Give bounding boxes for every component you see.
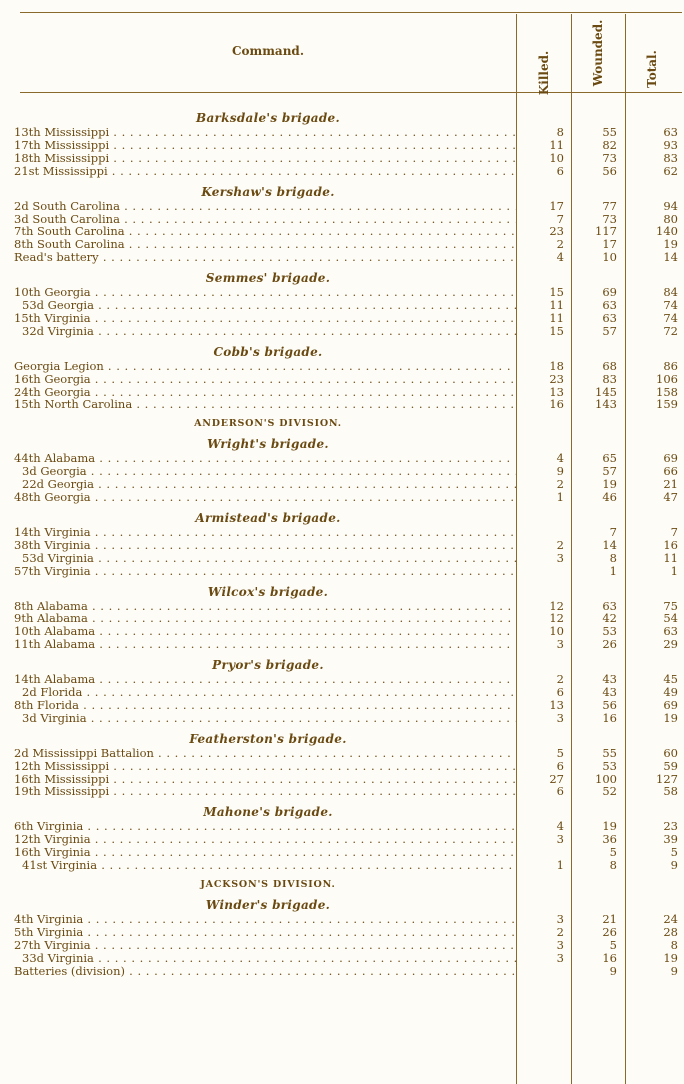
brigade-heading: Armistead's brigade. bbox=[195, 510, 341, 525]
table-row bbox=[0, 200, 684, 213]
command-cell: 11th Alabama . . . bbox=[14, 638, 516, 651]
table-row bbox=[0, 325, 684, 338]
command-cell: 3d Georgia . . . bbox=[22, 465, 516, 478]
killed-cell: 2 bbox=[556, 924, 564, 939]
brigade-heading: Cobb's brigade. bbox=[213, 344, 323, 359]
top-rule bbox=[20, 12, 682, 13]
total-cell: 19 bbox=[663, 950, 678, 965]
table-row bbox=[0, 312, 684, 325]
table-row bbox=[0, 820, 684, 833]
killed-cell: 6 bbox=[556, 163, 564, 178]
wounded-cell: 63 bbox=[602, 298, 617, 312]
total-cell: 93 bbox=[663, 137, 678, 152]
command-cell: 48th Georgia . . . bbox=[14, 491, 516, 504]
command-cell: 32d Virginia . . . bbox=[22, 325, 516, 338]
killed-cell: 12 bbox=[549, 598, 564, 613]
wounded-cell: 68 bbox=[602, 358, 617, 373]
command-cell: 6th Virginia . . . bbox=[14, 820, 516, 833]
table-row bbox=[0, 478, 684, 491]
command-cell: Georgia Legion . . . bbox=[14, 360, 516, 373]
command-cell: 15th North Carolina . . . bbox=[14, 398, 516, 411]
brigade-heading: Wilcox's brigade. bbox=[207, 584, 329, 599]
command-cell: 8th Alabama . . . bbox=[14, 600, 516, 613]
total-cell: 127 bbox=[656, 771, 678, 786]
total-cell: 39 bbox=[663, 832, 678, 847]
killed-cell: 2 bbox=[556, 477, 564, 492]
wounded-cell: 55 bbox=[602, 745, 617, 760]
wounded-cell: 16 bbox=[602, 710, 617, 725]
killed-cell: 11 bbox=[549, 137, 564, 152]
wounded-cell: 46 bbox=[602, 490, 617, 504]
brigade-heading: Pryor's brigade. bbox=[212, 658, 324, 673]
total-cell: 159 bbox=[656, 397, 678, 412]
total-cell: 54 bbox=[663, 611, 678, 626]
wounded-cell: 5 bbox=[609, 845, 617, 860]
killed-cell: 6 bbox=[556, 685, 564, 699]
killed-cell: 23 bbox=[549, 224, 564, 239]
wounded-cell: 57 bbox=[602, 323, 617, 338]
wounded-cell: 19 bbox=[602, 477, 617, 492]
header-wounded: Wounded. bbox=[591, 19, 605, 87]
killed-cell: 10 bbox=[549, 624, 564, 639]
table-row bbox=[0, 673, 684, 686]
command-cell: 24th Georgia . . . bbox=[14, 386, 516, 399]
table-row bbox=[0, 565, 684, 578]
command-cell: 2d South Carolina . . . bbox=[14, 200, 516, 213]
total-cell: 5 bbox=[670, 845, 678, 860]
division-heading: JACKSON'S DIVISION. bbox=[200, 878, 336, 890]
wounded-cell: 73 bbox=[602, 211, 617, 226]
command-cell: 8th Florida . . . bbox=[14, 699, 516, 712]
table-row bbox=[0, 299, 684, 312]
total-cell: 9 bbox=[670, 963, 678, 978]
killed-cell: 11 bbox=[549, 298, 564, 312]
total-cell: 59 bbox=[663, 758, 678, 773]
command-cell: 12th Virginia . . . bbox=[14, 833, 516, 846]
total-cell: 69 bbox=[663, 451, 678, 466]
total-cell: 45 bbox=[663, 672, 678, 687]
command-cell: 3d Virginia . . . bbox=[22, 712, 516, 725]
table-row bbox=[0, 373, 684, 386]
header-command: Command. bbox=[231, 44, 305, 58]
killed-cell: 4 bbox=[556, 819, 564, 834]
wounded-cell: 10 bbox=[602, 250, 617, 265]
command-cell: 12th Mississippi . . . bbox=[14, 760, 516, 773]
command-cell: 2d Florida . . . bbox=[22, 686, 516, 699]
wounded-cell: 43 bbox=[602, 672, 617, 687]
brigade-heading: Barksdale's brigade. bbox=[196, 111, 340, 125]
total-cell: 14 bbox=[663, 250, 678, 265]
command-cell: 53d Virginia . . . bbox=[22, 552, 516, 565]
killed-cell: 2 bbox=[556, 237, 564, 252]
table-row bbox=[0, 638, 684, 651]
command-cell: 14th Virginia . . . bbox=[14, 526, 516, 539]
brigade-heading: Mahone's brigade. bbox=[203, 805, 333, 820]
table-row bbox=[0, 846, 684, 859]
killed-cell: 3 bbox=[556, 950, 564, 965]
total-cell: 86 bbox=[663, 358, 678, 373]
wounded-cell: 65 bbox=[602, 451, 617, 466]
command-cell: 44th Alabama . . . bbox=[14, 452, 516, 465]
killed-cell: 12 bbox=[549, 611, 564, 626]
total-cell: 19 bbox=[663, 237, 678, 252]
table-row bbox=[0, 286, 684, 299]
wounded-cell: 21 bbox=[602, 911, 617, 926]
wounded-cell: 69 bbox=[602, 285, 617, 300]
killed-cell: 2 bbox=[556, 537, 564, 552]
header-killed: Killed. bbox=[537, 50, 551, 96]
table-row bbox=[0, 939, 684, 952]
wounded-cell: 19 bbox=[602, 819, 617, 834]
killed-cell: 11 bbox=[549, 310, 564, 325]
table-row bbox=[0, 625, 684, 638]
table-row bbox=[0, 760, 684, 773]
table-row bbox=[0, 213, 684, 226]
command-cell: 33d Virginia . . . bbox=[22, 952, 516, 965]
wounded-cell: 77 bbox=[602, 198, 617, 213]
total-cell: 74 bbox=[663, 310, 678, 325]
table-row bbox=[0, 773, 684, 786]
brigade-heading: Featherston's brigade. bbox=[189, 731, 347, 746]
wounded-cell: 117 bbox=[595, 224, 617, 239]
total-cell: 69 bbox=[663, 697, 678, 712]
total-cell: 29 bbox=[663, 637, 678, 652]
table-row bbox=[0, 251, 684, 264]
wounded-cell: 73 bbox=[602, 150, 617, 165]
table-row bbox=[0, 686, 684, 699]
wounded-cell: 26 bbox=[602, 637, 617, 652]
total-cell: 49 bbox=[663, 685, 678, 699]
killed-cell: 13 bbox=[549, 384, 564, 399]
table-row bbox=[0, 539, 684, 552]
total-cell: 106 bbox=[656, 371, 678, 386]
command-cell: Batteries (division) . . . bbox=[14, 965, 516, 978]
command-cell: 9th Alabama . . . bbox=[14, 612, 516, 625]
total-cell: 140 bbox=[656, 224, 678, 239]
command-cell: 41st Virginia . . . bbox=[22, 859, 516, 872]
total-cell: 11 bbox=[663, 550, 678, 565]
command-cell: 17th Mississippi . . . bbox=[14, 139, 516, 152]
wounded-cell: 36 bbox=[602, 832, 617, 847]
command-cell: 3d South Carolina . . . bbox=[14, 213, 516, 226]
command-cell: 15th Virginia . . . bbox=[14, 312, 516, 325]
table-row bbox=[0, 612, 684, 625]
table-row bbox=[0, 491, 684, 504]
command-cell: 16th Mississippi . . . bbox=[14, 773, 516, 786]
brigade-heading: Wright's brigade. bbox=[207, 437, 329, 452]
header-bottom-rule bbox=[20, 92, 682, 93]
wounded-cell: 14 bbox=[602, 537, 617, 552]
command-cell: 16th Georgia . . . bbox=[14, 373, 516, 386]
command-cell: 22d Georgia . . . bbox=[22, 478, 516, 491]
table-row bbox=[0, 833, 684, 846]
table-row bbox=[0, 552, 684, 565]
total-cell: 28 bbox=[663, 924, 678, 939]
total-cell: 1 bbox=[670, 563, 678, 578]
total-cell: 58 bbox=[663, 784, 678, 799]
table-row bbox=[0, 398, 684, 411]
wounded-cell: 42 bbox=[602, 611, 617, 626]
killed-cell: 3 bbox=[556, 710, 564, 725]
total-cell: 23 bbox=[663, 819, 678, 834]
killed-cell: 3 bbox=[556, 637, 564, 652]
killed-cell: 4 bbox=[556, 451, 564, 466]
command-cell: 13th Mississippi . . . bbox=[14, 126, 516, 139]
killed-cell: 8 bbox=[556, 125, 564, 139]
wounded-cell: 9 bbox=[609, 963, 617, 978]
wounded-cell: 52 bbox=[602, 784, 617, 799]
table-row bbox=[0, 238, 684, 251]
total-cell: 21 bbox=[663, 477, 678, 492]
wounded-cell: 16 bbox=[602, 950, 617, 965]
wounded-cell: 8 bbox=[609, 858, 617, 872]
table-row bbox=[0, 165, 684, 178]
wounded-cell: 1 bbox=[609, 563, 617, 578]
command-cell: 18th Mississippi . . . bbox=[14, 152, 516, 165]
total-cell: 63 bbox=[663, 624, 678, 639]
killed-cell: 3 bbox=[556, 937, 564, 952]
wounded-cell: 145 bbox=[595, 384, 617, 399]
table-row bbox=[0, 152, 684, 165]
command-cell: 16th Virginia . . . bbox=[14, 846, 516, 859]
killed-cell: 6 bbox=[556, 758, 564, 773]
wounded-cell: 43 bbox=[602, 685, 617, 699]
wounded-cell: 53 bbox=[602, 624, 617, 639]
wounded-cell: 63 bbox=[602, 598, 617, 613]
table-row bbox=[0, 712, 684, 725]
killed-cell: 4 bbox=[556, 250, 564, 265]
total-cell: 9 bbox=[670, 858, 678, 872]
total-cell: 7 bbox=[670, 524, 678, 539]
command-cell: 10th Alabama . . . bbox=[14, 625, 516, 638]
table-row bbox=[0, 747, 684, 760]
brigade-heading: Semmes' brigade. bbox=[205, 271, 331, 286]
total-cell: 24 bbox=[663, 911, 678, 926]
command-cell: Read's battery . . . bbox=[14, 251, 516, 264]
wounded-cell: 56 bbox=[602, 697, 617, 712]
killed-cell: 15 bbox=[549, 323, 564, 338]
killed-cell: 3 bbox=[556, 832, 564, 847]
command-cell: 53d Georgia . . . bbox=[22, 299, 516, 312]
command-cell: 38th Virginia . . . bbox=[14, 539, 516, 552]
table-row bbox=[0, 913, 684, 926]
command-cell: 21st Mississippi . . . bbox=[14, 165, 516, 178]
total-cell: 16 bbox=[663, 537, 678, 552]
wounded-cell: 100 bbox=[595, 771, 617, 786]
table-row bbox=[0, 526, 684, 539]
command-cell: 27th Virginia . . . bbox=[14, 939, 516, 952]
total-cell: 94 bbox=[663, 198, 678, 213]
table-row bbox=[0, 965, 684, 978]
wounded-cell: 5 bbox=[609, 937, 617, 952]
table-row bbox=[0, 952, 684, 965]
total-cell: 158 bbox=[656, 384, 678, 399]
total-cell: 75 bbox=[663, 598, 678, 613]
total-cell: 80 bbox=[663, 211, 678, 226]
wounded-cell: 53 bbox=[602, 758, 617, 773]
table-row bbox=[0, 699, 684, 712]
brigade-heading: Winder's brigade. bbox=[205, 897, 331, 912]
total-cell: 63 bbox=[663, 125, 678, 139]
wounded-cell: 82 bbox=[602, 137, 617, 152]
division-heading: ANDERSON'S DIVISION. bbox=[194, 418, 342, 430]
command-cell: 7th South Carolina . . . bbox=[14, 225, 516, 238]
total-cell: 66 bbox=[663, 464, 678, 479]
killed-cell: 7 bbox=[556, 211, 564, 226]
table-row bbox=[0, 785, 684, 798]
table-row bbox=[0, 452, 684, 465]
total-cell: 83 bbox=[663, 150, 678, 165]
killed-cell: 1 bbox=[556, 490, 564, 504]
killed-cell: 3 bbox=[556, 911, 564, 926]
table-row bbox=[0, 859, 684, 872]
wounded-cell: 8 bbox=[609, 550, 617, 565]
table-row bbox=[0, 360, 684, 373]
wounded-cell: 63 bbox=[602, 310, 617, 325]
total-cell: 19 bbox=[663, 710, 678, 725]
killed-cell: 23 bbox=[549, 371, 564, 386]
wounded-cell: 26 bbox=[602, 924, 617, 939]
command-cell: 19th Mississippi . . . bbox=[14, 785, 516, 798]
killed-cell: 15 bbox=[549, 285, 564, 300]
table-row bbox=[0, 126, 684, 139]
wounded-cell: 57 bbox=[602, 464, 617, 479]
total-cell: 84 bbox=[663, 285, 678, 300]
killed-cell: 17 bbox=[549, 198, 564, 213]
total-cell: 60 bbox=[663, 745, 678, 760]
killed-cell: 2 bbox=[556, 672, 564, 687]
wounded-cell: 55 bbox=[602, 125, 617, 139]
header-total: Total. bbox=[645, 50, 659, 88]
total-cell: 74 bbox=[663, 298, 678, 312]
total-cell: 62 bbox=[663, 163, 678, 178]
command-cell: 8th South Carolina . . . bbox=[14, 238, 516, 251]
command-cell: 57th Virginia . . . bbox=[14, 565, 516, 578]
table-row bbox=[0, 139, 684, 152]
total-cell: 72 bbox=[663, 323, 678, 338]
command-cell: 10th Georgia . . . bbox=[14, 286, 516, 299]
killed-cell: 27 bbox=[549, 771, 564, 786]
command-cell: 14th Alabama . . . bbox=[14, 673, 516, 686]
command-cell: 4th Virginia . . . bbox=[14, 913, 516, 926]
total-cell: 47 bbox=[663, 490, 678, 504]
table-row bbox=[0, 386, 684, 399]
total-cell: 8 bbox=[670, 937, 678, 952]
brigade-heading: Kershaw's brigade. bbox=[201, 184, 335, 199]
wounded-cell: 56 bbox=[602, 163, 617, 178]
killed-cell: 13 bbox=[549, 697, 564, 712]
command-cell: 5th Virginia . . . bbox=[14, 926, 516, 939]
killed-cell: 16 bbox=[549, 397, 564, 412]
table-row bbox=[0, 465, 684, 478]
table-row bbox=[0, 600, 684, 613]
killed-cell: 3 bbox=[556, 550, 564, 565]
command-cell: 2d Mississippi Battalion . . . bbox=[14, 747, 516, 760]
wounded-cell: 7 bbox=[609, 524, 617, 539]
killed-cell: 5 bbox=[556, 745, 564, 760]
table-row bbox=[0, 926, 684, 939]
table-row bbox=[0, 225, 684, 238]
wounded-cell: 17 bbox=[602, 237, 617, 252]
killed-cell: 10 bbox=[549, 150, 564, 165]
killed-cell: 9 bbox=[556, 464, 564, 479]
killed-cell: 1 bbox=[556, 858, 564, 872]
wounded-cell: 143 bbox=[595, 397, 617, 412]
wounded-cell: 83 bbox=[602, 371, 617, 386]
killed-cell: 6 bbox=[556, 784, 564, 799]
killed-cell: 18 bbox=[549, 358, 564, 373]
